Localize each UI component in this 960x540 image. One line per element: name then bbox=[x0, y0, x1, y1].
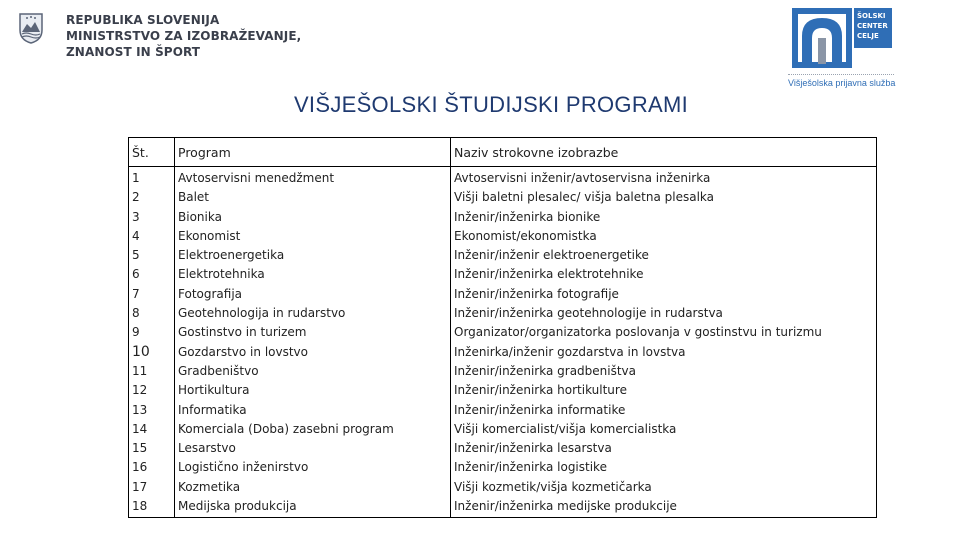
qualification-title: Avtoservisni inženir/avtoservisna inženirka bbox=[454, 171, 711, 185]
program-name: Fotografija bbox=[178, 286, 243, 301]
header-number: Št. bbox=[129, 138, 175, 167]
qualification-title: Organizator/organizatorka poslovanja v gostinstvu in turizmu bbox=[454, 325, 822, 340]
qualification-title: Inženir/inženirka elektrotehnike bbox=[454, 267, 644, 282]
logo-line-1: ŠOLSKI bbox=[857, 12, 886, 20]
slovenia-coat-of-arms-icon bbox=[18, 12, 44, 44]
logo-line-2: CENTER bbox=[857, 22, 888, 30]
programs-column bbox=[175, 167, 451, 518]
table-header-row bbox=[129, 138, 877, 167]
qualification-title: Inženir/inženirka hortikulture bbox=[454, 383, 627, 398]
row-number: 7 bbox=[132, 286, 140, 301]
table-body-row bbox=[129, 167, 877, 518]
program-name: Medijska produkcija bbox=[178, 499, 297, 514]
row-number: 11 bbox=[132, 363, 148, 378]
program-name: Elektrotehnika bbox=[178, 267, 265, 282]
program-name: Lesarstvo bbox=[178, 441, 236, 456]
page-title: VIŠJEŠOLSKI ŠTUDIJSKI PROGRAMI bbox=[293, 92, 689, 117]
header-program: Program bbox=[175, 138, 451, 167]
row-number: 9 bbox=[132, 325, 140, 340]
program-name: Geotehnologija in rudarstvo bbox=[178, 306, 346, 321]
qualification-title: Višji komercialist/višja komercialistka bbox=[454, 421, 677, 436]
qualification-title: Ekonomist/ekonomistka bbox=[454, 228, 597, 243]
programs-table bbox=[128, 137, 877, 518]
qualifications-column bbox=[451, 167, 877, 518]
partner-caption: Višješolska prijavna služba bbox=[788, 78, 896, 88]
ministry-line-2: MINISTRSTVO ZA IZOBRAŽEVANJE, bbox=[66, 29, 302, 43]
row-number: 12 bbox=[132, 383, 148, 398]
program-name: Elektroenergetika bbox=[178, 248, 285, 263]
program-name: Gostinstvo in turizem bbox=[178, 325, 307, 340]
program-name: Bionika bbox=[178, 209, 222, 224]
program-name: Gradbeništvo bbox=[178, 363, 259, 378]
solski-center-celje-logo bbox=[788, 6, 898, 88]
program-name: Logistično inženirstvo bbox=[178, 460, 309, 475]
row-number: 10 bbox=[132, 343, 150, 360]
qualification-title: Inženir/inženirka medijske produkcije bbox=[454, 499, 677, 514]
row-number: 5 bbox=[132, 248, 140, 263]
ministry-header bbox=[18, 12, 301, 60]
qualification-title: Inženir/inženirka informatike bbox=[454, 402, 626, 417]
qualification-title: Inženir/inženirka bionike bbox=[454, 209, 601, 224]
numbers-column bbox=[129, 167, 175, 518]
school-center-emblem-icon bbox=[792, 8, 852, 68]
qualification-title: Višji baletni plesalec/ višja baletna plesalka bbox=[454, 190, 714, 205]
row-number: 18 bbox=[132, 499, 148, 514]
row-number: 4 bbox=[132, 228, 140, 243]
program-name: Hortikultura bbox=[178, 383, 250, 398]
program-name: Avtoservisni menedžment bbox=[178, 171, 335, 185]
program-name: Kozmetika bbox=[178, 479, 241, 494]
row-number: 1 bbox=[132, 171, 140, 185]
qualification-title: Inženir/inženirka geotehnologije in rudarstva bbox=[454, 306, 723, 321]
ministry-line-1: REPUBLIKA SLOVENIJA bbox=[66, 13, 220, 27]
row-number: 2 bbox=[132, 190, 140, 205]
row-number: 6 bbox=[132, 267, 140, 282]
logo-line-3: CELJE bbox=[857, 32, 879, 40]
qualification-title: Inženir/inženirka fotografije bbox=[454, 286, 619, 301]
program-name: Ekonomist bbox=[178, 228, 241, 243]
row-number: 13 bbox=[132, 402, 148, 417]
qualification-title: Višji kozmetik/višja kozmetičarka bbox=[454, 479, 652, 494]
program-name: Gozdarstvo in lovstvo bbox=[178, 344, 308, 359]
qualification-title: Inženirka/inženir gozdarstva in lovstva bbox=[454, 344, 686, 359]
qualification-title: Inženir/inženirka logistike bbox=[454, 460, 607, 475]
row-number: 14 bbox=[132, 421, 148, 436]
solski-center-text bbox=[854, 8, 892, 48]
program-name: Balet bbox=[178, 190, 210, 205]
header-qualification: Naziv strokovne izobrazbe bbox=[451, 138, 877, 167]
row-number: 16 bbox=[132, 460, 148, 475]
dotted-divider bbox=[788, 74, 894, 75]
row-number: 3 bbox=[132, 209, 140, 224]
qualification-title: Inženir/inženirka gradbeništva bbox=[454, 363, 637, 378]
row-number: 8 bbox=[132, 306, 140, 321]
qualification-title: Inženir/inženir elektroenergetike bbox=[454, 248, 649, 263]
program-name: Komerciala (Doba) zasebni program bbox=[178, 421, 394, 436]
program-name: Informatika bbox=[178, 402, 247, 417]
row-number: 17 bbox=[132, 479, 148, 494]
qualification-title: Inženir/inženirka lesarstva bbox=[454, 441, 612, 456]
ministry-line-3: ZNANOST IN ŠPORT bbox=[66, 45, 201, 59]
row-number: 15 bbox=[132, 441, 148, 456]
